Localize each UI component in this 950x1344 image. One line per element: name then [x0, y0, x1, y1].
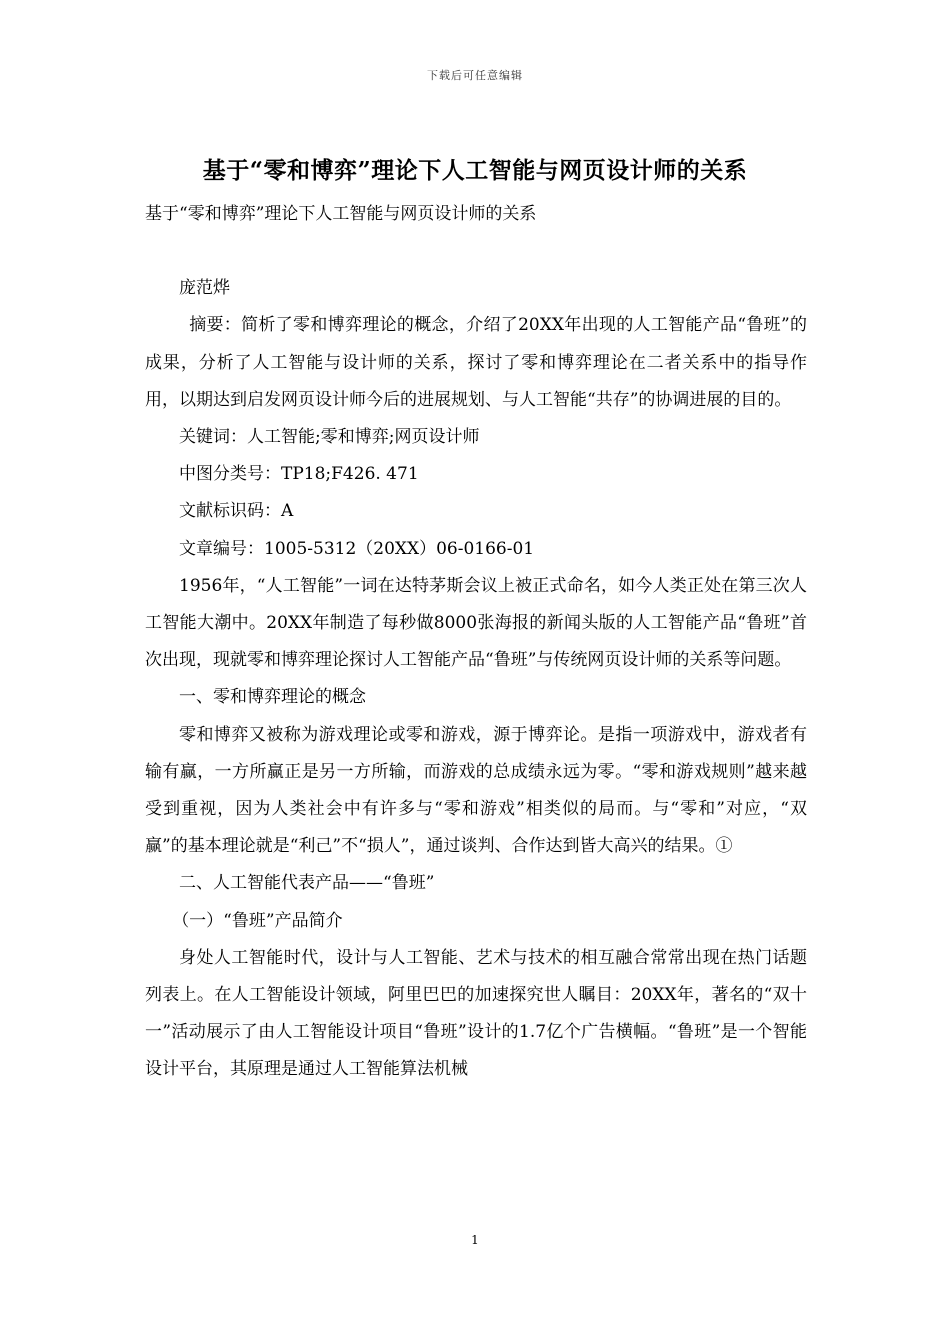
article-number-line: 文章编号：1005-5312（20XX）06-0166-01 — [179, 538, 535, 559]
document-body — [145, 196, 807, 1089]
section-1-heading: 一、零和博弈理论的概念 — [179, 687, 366, 708]
intro-paragraph: 1956年，“人工智能”一词在达特茅斯会议上被正式命名，如今人类正处在第三次人工智能大潮中。20XX年制造了每秒做8000张海报的新闻头版的人工智能产品“鲁班”首次出现，现就零和博弈理论探讨人工智能产品“鲁班”与传统网页设计师的关系等问题。 — [145, 575, 807, 671]
document-subtitle: 基于“零和博弈”理论下人工智能与网页设计师的关系 — [145, 204, 537, 224]
section-2-paragraph: 身处人工智能时代，设计与人工智能、艺术与技术的相互融合常常出现在热门话题列表上。在人工智能设计领域，阿里巴巴的加速探究世人瞩目：20XX年，著名的“双十一”活动展示了由人工智能设计项目“鲁班”设计的1.7亿个广告横幅。“鲁班”是一个智能设计平台，其原理是通过人工智能算法机械 — [145, 947, 807, 1080]
author-name: 庞范烨 — [179, 278, 230, 299]
document-code-line: 文献标识码：A — [179, 501, 294, 522]
abstract-paragraph: 摘要：简析了零和博弈理论的概念，介绍了20XX年出现的人工智能产品“鲁班”的成果，分析了人工智能与设计师的关系，探讨了零和博弈理论在二者关系中的指导作用，以期达到启发网页设计师今后的进展规划、与人工智能“共存”的协调进展的目的。 — [145, 315, 807, 410]
section-2-subheading: （一）“鲁班”产品简介 — [172, 910, 343, 931]
section-2-heading: 二、人工智能代表产品——“鲁班” — [179, 873, 435, 894]
classification-line: 中图分类号：TP18;F426. 471 — [179, 464, 419, 485]
page-number: 1 — [471, 1233, 479, 1247]
blank-line — [145, 233, 807, 270]
header-note: 下载后可任意编辑 — [427, 69, 523, 82]
document-title: 基于“零和博弈”理论下人工智能与网页设计师的关系 — [202, 157, 748, 184]
section-1-paragraph: 零和博弈又被称为游戏理论或零和游戏，源于博弈论。是指一项游戏中，游戏者有输有赢，一方所赢正是另一方所输，而游戏的总成绩永远为零。“零和游戏规则”越来越受到重视，因为人类社会中有许多与“零和游戏”相类似的局而。与“零和”对应，“双赢”的基本理论就是“利己”不“损人”，通过谈判、合作达到皆大高兴的结果。① — [145, 724, 807, 857]
keywords-line: 关键词：人工智能;零和博弈;网页设计师 — [179, 427, 480, 448]
